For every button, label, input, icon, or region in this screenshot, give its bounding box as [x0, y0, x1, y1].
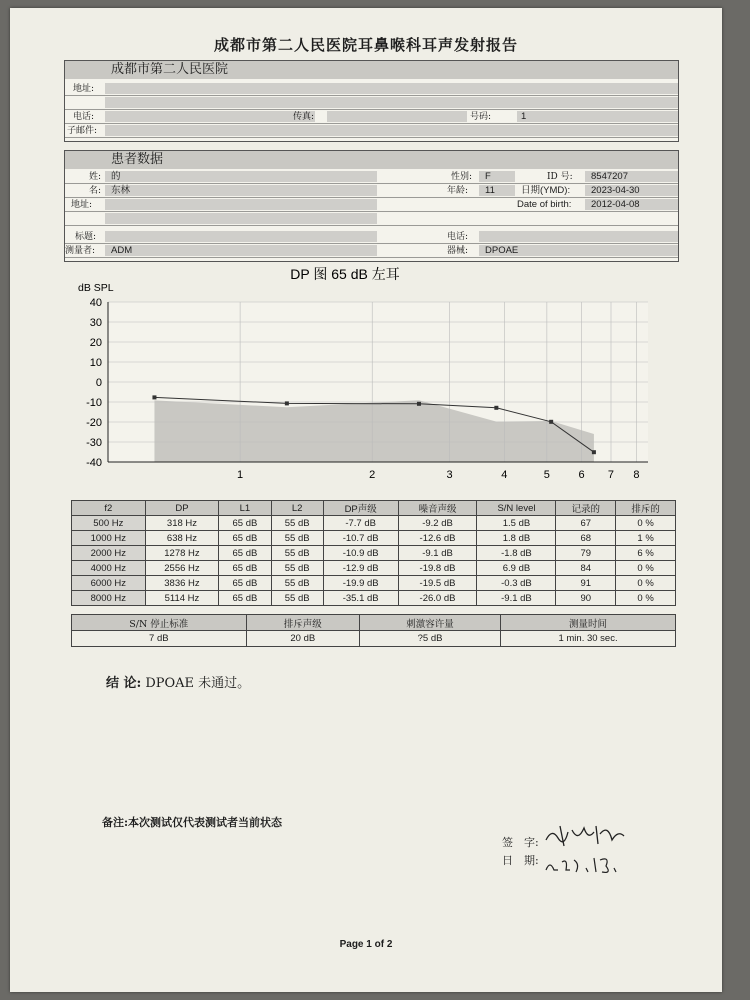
table-cell: 638 Hz [145, 531, 219, 546]
x-tick-label: 8 [633, 469, 640, 481]
table-cell: -12.9 dB [323, 561, 398, 576]
sex-label: 性别: [451, 172, 473, 182]
table-cell: -35.1 dB [323, 591, 398, 606]
table-cell: 4000 Hz [72, 561, 146, 576]
y-tick-label: -40 [86, 457, 102, 469]
tester-label: 测量者: [65, 246, 96, 256]
table-row [72, 546, 676, 561]
table-cell: 65 dB [219, 546, 271, 561]
y-axis-label: dB SPL [78, 282, 114, 294]
x-tick-label: 5 [543, 469, 550, 481]
device-value: DPOAE [485, 245, 519, 256]
column-header: L2 [271, 501, 323, 516]
handwritten-date [540, 850, 630, 878]
table-cell: 55 dB [271, 591, 323, 606]
remark: 备注:本次测试仅代表测试者当前状态 [102, 816, 283, 829]
table-cell: -10.7 dB [323, 531, 398, 546]
table-cell: 8000 Hz [72, 591, 146, 606]
table-cell: 55 dB [271, 546, 323, 561]
table-row [72, 531, 676, 546]
table-cell: 67 [556, 516, 616, 531]
date-value: 2023-04-30 [591, 185, 640, 196]
table-cell: 84 [556, 561, 616, 576]
device-label: 器械: [447, 246, 469, 256]
chart-plot-area [86, 297, 648, 481]
title-label: 标题: [75, 232, 97, 242]
dp-level-point [549, 420, 553, 424]
table-cell: 1000 Hz [72, 531, 146, 546]
table-cell: 91 [556, 576, 616, 591]
id-label: ID 号: [547, 172, 573, 182]
table-cell: 55 dB [271, 531, 323, 546]
table-row [72, 576, 676, 591]
chart-title: DP 图 65 dB 左耳 [290, 266, 400, 282]
phone-label: 电话: [73, 112, 95, 122]
signature-label: 签 字: [502, 836, 539, 849]
table-cell: 65 dB [219, 576, 271, 591]
number-label: 号码: [470, 112, 492, 122]
column-header: 排斥的 [616, 501, 676, 516]
table-cell: 1.8 dB [477, 531, 556, 546]
table-row [72, 516, 676, 531]
settings-value: 7 dB [72, 631, 247, 647]
y-tick-label: 30 [89, 317, 102, 329]
conclusion-label: 结 论: [106, 676, 142, 691]
address-row [65, 83, 678, 96]
name-value: 东林 [111, 185, 131, 196]
table-cell: 318 Hz [145, 516, 219, 531]
email-label: 子邮件: [67, 126, 98, 136]
dp-graph [70, 266, 680, 491]
dp-level-point [285, 401, 289, 405]
column-header: DP [145, 501, 219, 516]
report-page [10, 8, 722, 992]
x-tick-label: 2 [369, 469, 376, 481]
dp-level-point [152, 395, 156, 399]
patient-header: 患者数据 [65, 151, 678, 169]
date-label: 日期(YMD): [521, 185, 571, 196]
table-cell: -7.7 dB [323, 516, 398, 531]
name-label: 名: [89, 186, 102, 196]
page-number: Page 1 of 2 [339, 939, 393, 950]
patient-phone-label: 电话: [447, 232, 469, 242]
surname-value: 的 [111, 171, 121, 182]
table-cell: -9.2 dB [398, 516, 477, 531]
table-cell: 55 dB [271, 576, 323, 591]
table-cell: 1.5 dB [477, 516, 556, 531]
dob-value: 2012-04-08 [591, 199, 640, 210]
dob-label: Date of birth: [517, 199, 572, 210]
hospital-name: 成都市第二人民医院 [65, 61, 678, 79]
settings-header: S/N 停止标准 [72, 615, 247, 631]
dp-level-point [592, 450, 596, 454]
column-header: 记录的 [556, 501, 616, 516]
table-cell: 2556 Hz [145, 561, 219, 576]
table-cell: -19.8 dB [398, 561, 477, 576]
patient-info-box [64, 150, 679, 262]
table-cell: 0 % [616, 576, 676, 591]
table-cell: 68 [556, 531, 616, 546]
table-cell: 500 Hz [72, 516, 146, 531]
report-title: 成都市第二人民医院耳鼻喉科耳声发射报告 [213, 36, 518, 54]
sex-value: F [485, 171, 491, 182]
column-header: 噪音声级 [398, 501, 477, 516]
table-header-row [72, 501, 676, 516]
y-tick-label: 40 [89, 297, 102, 309]
handwritten-signature [538, 820, 638, 850]
table-cell: 65 dB [219, 516, 271, 531]
table-cell: -10.9 dB [323, 546, 398, 561]
contact-row [65, 111, 678, 124]
settings-value: 20 dB [246, 631, 359, 647]
conclusion-text: DPOAE 未通过。 [145, 676, 251, 691]
age-value: 11 [485, 185, 495, 196]
date-sign-label: 日 期: [502, 854, 539, 867]
y-tick-label: 0 [95, 377, 102, 389]
x-tick-label: 3 [446, 469, 453, 481]
table-cell: -12.6 dB [398, 531, 477, 546]
table-cell: -26.0 dB [398, 591, 477, 606]
table-cell: 65 dB [219, 591, 271, 606]
table-cell: -9.1 dB [398, 546, 477, 561]
table-cell: 3836 Hz [145, 576, 219, 591]
table-cell: 5114 Hz [145, 591, 219, 606]
table-cell: 55 dB [271, 516, 323, 531]
number-value: 1 [521, 111, 527, 122]
column-header: L1 [219, 501, 271, 516]
x-tick-label: 7 [607, 469, 615, 481]
id-value: 8547207 [591, 171, 628, 182]
table-cell: -9.1 dB [477, 591, 556, 606]
x-tick-label: 6 [578, 469, 585, 481]
y-tick-label: 10 [89, 357, 102, 369]
surname-label: 姓: [89, 172, 102, 182]
table-cell: 6.9 dB [477, 561, 556, 576]
email-row [65, 125, 678, 138]
table-cell: 90 [556, 591, 616, 606]
settings-value: 1 min. 30 sec. [501, 631, 676, 647]
column-header: S/N level [477, 501, 556, 516]
table-cell: 79 [556, 546, 616, 561]
y-tick-label: 20 [89, 337, 102, 349]
table-cell: 55 dB [271, 561, 323, 576]
settings-header: 测量时间 [501, 615, 676, 631]
address-label: 地址: [73, 84, 95, 94]
table-cell: 6 % [616, 546, 676, 561]
age-label: 年龄: [447, 186, 469, 196]
table-cell: -19.5 dB [398, 576, 477, 591]
table-row [72, 561, 676, 576]
table-cell: 6000 Hz [72, 576, 146, 591]
table-row [72, 591, 676, 606]
y-tick-label: -30 [86, 437, 102, 449]
settings-header: 刺激容许量 [360, 615, 501, 631]
y-tick-label: -10 [86, 397, 102, 409]
x-tick-label: 4 [501, 469, 508, 481]
settings-table [71, 614, 676, 647]
table-cell: 0 % [616, 516, 676, 531]
settings-header: 排斥声级 [246, 615, 359, 631]
column-header: DP声级 [323, 501, 398, 516]
table-cell: 65 dB [219, 531, 271, 546]
hospital-info-box [64, 60, 679, 142]
table-cell: -0.3 dB [477, 576, 556, 591]
settings-value: ?5 dB [360, 631, 501, 647]
settings-header-row [72, 615, 676, 631]
fax-label: 传真: [293, 112, 315, 122]
y-tick-label: -20 [86, 417, 102, 429]
blank-row [65, 97, 678, 110]
table-cell: 0 % [616, 561, 676, 576]
tester-value: ADM [111, 245, 133, 256]
table-cell: 2000 Hz [72, 546, 146, 561]
settings-value-row [72, 631, 676, 647]
column-header: f2 [72, 501, 146, 516]
dp-level-point [417, 402, 421, 406]
table-cell: 65 dB [219, 561, 271, 576]
table-cell: 0 % [616, 591, 676, 606]
x-tick-label: 1 [237, 469, 244, 481]
table-cell: 1278 Hz [145, 546, 219, 561]
conclusion [106, 672, 250, 691]
patient-address-label: 地址: [71, 200, 93, 210]
table-cell: -1.8 dB [477, 546, 556, 561]
dp-level-point [494, 406, 498, 410]
results-table [71, 500, 676, 606]
table-cell: 1 % [616, 531, 676, 546]
table-cell: -19.9 dB [323, 576, 398, 591]
